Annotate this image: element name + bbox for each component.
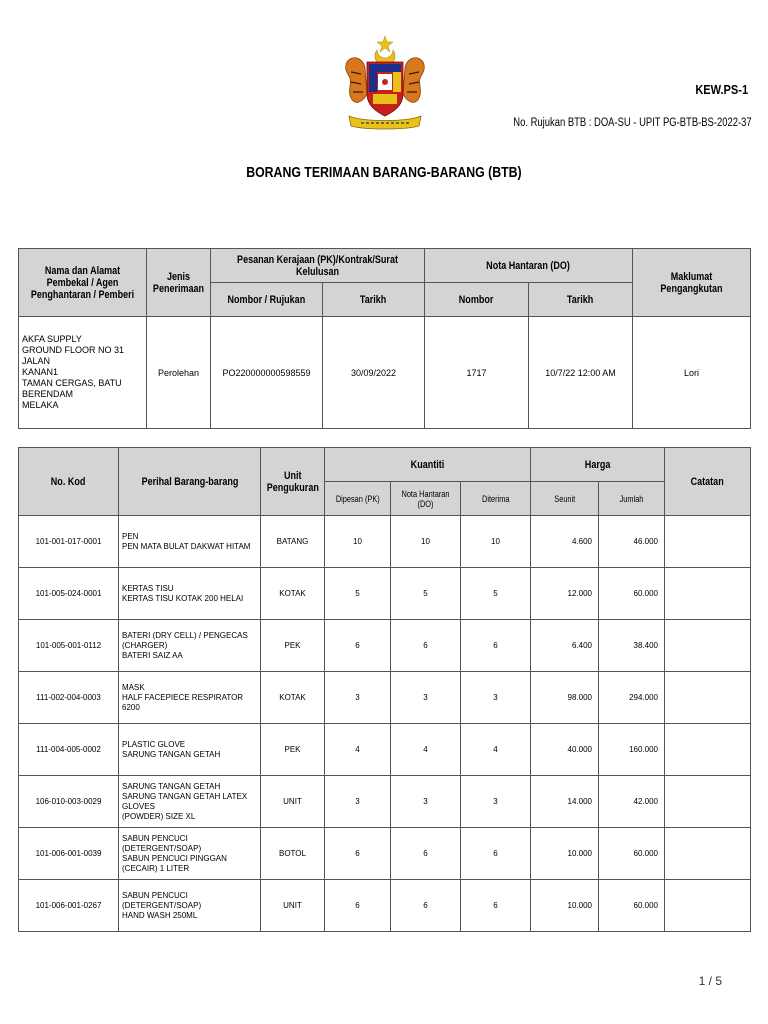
address-line: AKFA SUPPLY xyxy=(22,334,82,344)
item-delivered: 4 xyxy=(391,724,461,776)
table-row xyxy=(19,776,751,828)
desc-line: SARUNG TANGAN GETAH xyxy=(122,749,221,759)
ordered-header: Dipesan (PK) xyxy=(325,482,391,516)
received-header: Diterima xyxy=(461,482,531,516)
item-received: 5 xyxy=(461,568,531,620)
item-ordered: 6 xyxy=(325,620,391,672)
item-delivered: 3 xyxy=(391,672,461,724)
item-ordered: 6 xyxy=(325,828,391,880)
address-line: TAMAN CERGAS, BATU BERENDAM xyxy=(22,378,122,399)
form-code: KEW.PS-1 xyxy=(695,82,748,97)
order-date-header: Tarikh xyxy=(323,283,425,317)
item-ordered: 10 xyxy=(325,516,391,568)
notes-header: Catatan xyxy=(665,448,751,516)
desc-line: MASK xyxy=(122,682,145,692)
receipt-type-header: Jenis Penerimaan xyxy=(147,249,211,317)
item-total: 294.000 xyxy=(599,672,665,724)
item-unit: KOTAK xyxy=(261,672,325,724)
item-ordered: 5 xyxy=(325,568,391,620)
price-header: Harga xyxy=(531,448,665,482)
table-row xyxy=(19,672,751,724)
order-number-header: Nombor / Rujukan xyxy=(211,283,323,317)
item-ordered: 3 xyxy=(325,672,391,724)
items-table xyxy=(18,447,751,932)
table-row xyxy=(19,828,751,880)
do-date: 10/7/22 12:00 AM xyxy=(529,317,633,429)
receipt-type: Perolehan xyxy=(147,317,211,429)
desc-line: SABUN PENCUCI (DETERGENT/SOAP) xyxy=(122,890,202,910)
item-received: 6 xyxy=(461,620,531,672)
desc-line: PLASTIC GLOVE xyxy=(122,739,186,749)
item-total: 46.000 xyxy=(599,516,665,568)
item-total: 60.000 xyxy=(599,568,665,620)
item-total: 42.000 xyxy=(599,776,665,828)
item-description xyxy=(119,516,261,568)
item-unit-price: 10.000 xyxy=(531,828,599,880)
item-delivered: 6 xyxy=(391,880,461,932)
item-notes xyxy=(665,880,751,932)
item-unit: BOTOL xyxy=(261,828,325,880)
item-unit: PEK xyxy=(261,620,325,672)
item-total: 160.000 xyxy=(599,724,665,776)
description-header: Perihal Barang-barang xyxy=(119,448,261,516)
item-ordered: 6 xyxy=(325,880,391,932)
desc-line: PEN MATA BULAT DAKWAT HITAM xyxy=(122,541,251,551)
item-unit-price: 14.000 xyxy=(531,776,599,828)
item-delivered: 3 xyxy=(391,776,461,828)
item-total: 38.400 xyxy=(599,620,665,672)
desc-line: PEN xyxy=(122,531,139,541)
item-notes xyxy=(665,568,751,620)
item-unit: PEK xyxy=(261,724,325,776)
item-description xyxy=(119,776,261,828)
item-description xyxy=(119,880,261,932)
do-date-header: Tarikh xyxy=(529,283,633,317)
desc-line: HAND WASH 250ML xyxy=(122,910,198,920)
table-row xyxy=(19,880,751,932)
delivery-header: Nota Hantaran (DO) xyxy=(425,249,633,283)
order-number: PO220000000598559 xyxy=(211,317,323,429)
coat-of-arms-icon xyxy=(343,36,427,132)
item-notes xyxy=(665,672,751,724)
desc-line: SABUN PENCUCI (DETERGENT/SOAP) xyxy=(122,833,202,853)
unit-price-header: Seunit xyxy=(531,482,599,516)
quantity-header: Kuantiti xyxy=(325,448,531,482)
delivered-header: Nota Hantaran (DO) xyxy=(391,482,461,516)
item-unit-price: 6.400 xyxy=(531,620,599,672)
item-ordered: 4 xyxy=(325,724,391,776)
order-date: 30/09/2022 xyxy=(323,317,425,429)
item-unit: KOTAK xyxy=(261,568,325,620)
item-code: 101-005-024-0001 xyxy=(19,568,119,620)
item-total: 60.000 xyxy=(599,828,665,880)
table-row xyxy=(19,724,751,776)
desc-line: SABUN PENCUCI PINGGAN (CECAIR) 1 LITER xyxy=(122,853,227,873)
item-delivered: 10 xyxy=(391,516,461,568)
item-code: 101-006-001-0039 xyxy=(19,828,119,880)
page-number: 1 / 5 xyxy=(698,974,722,988)
item-unit-price: 40.000 xyxy=(531,724,599,776)
total-header: Jumlah xyxy=(599,482,665,516)
item-received: 3 xyxy=(461,672,531,724)
supplier-table xyxy=(18,248,751,429)
item-ordered: 3 xyxy=(325,776,391,828)
table-row xyxy=(19,620,751,672)
desc-line: KERTAS TISU KOTAK 200 HELAI xyxy=(122,593,244,603)
code-header: No. Kod xyxy=(19,448,119,516)
desc-line: BATERI SAIZ AA xyxy=(122,650,183,660)
item-description xyxy=(119,568,261,620)
item-received: 6 xyxy=(461,828,531,880)
item-delivered: 6 xyxy=(391,828,461,880)
supplier-header: Nama dan Alamat Pembekal / Agen Penghantaran / Pemberi xyxy=(19,249,147,317)
table-row xyxy=(19,516,751,568)
item-total: 60.000 xyxy=(599,880,665,932)
table-row xyxy=(19,568,751,620)
do-number-header: Nombor xyxy=(425,283,529,317)
item-unit-price: 98.000 xyxy=(531,672,599,724)
address-line: KANAN1 xyxy=(22,367,59,377)
item-unit-price: 12.000 xyxy=(531,568,599,620)
desc-line: (POWDER) SIZE XL xyxy=(122,811,196,821)
item-description xyxy=(119,620,261,672)
item-code: 111-004-005-0002 xyxy=(19,724,119,776)
item-code: 106-010-003-0029 xyxy=(19,776,119,828)
order-header: Pesanan Kerajaan (PK)/Kontrak/Surat Kelulusan xyxy=(211,249,425,283)
item-notes xyxy=(665,516,751,568)
desc-line: HALF FACEPIECE RESPIRATOR 6200 xyxy=(122,692,244,712)
item-unit-price: 10.000 xyxy=(531,880,599,932)
item-received: 3 xyxy=(461,776,531,828)
desc-line: KERTAS TISU xyxy=(122,583,174,593)
item-code: 111-002-004-0003 xyxy=(19,672,119,724)
page-title xyxy=(0,164,768,181)
item-delivered: 6 xyxy=(391,620,461,672)
item-received: 6 xyxy=(461,880,531,932)
desc-line: SARUNG TANGAN GETAH LATEX GLOVES xyxy=(122,791,248,811)
supplier-address xyxy=(19,317,147,429)
title-text: BORANG TERIMAAN BARANG-BARANG (BTB) xyxy=(246,164,522,181)
item-notes xyxy=(665,620,751,672)
reference-number: No. Rujukan BTB : DOA-SU - UPIT PG-BTB-BS-2022-37 xyxy=(513,117,752,129)
item-notes xyxy=(665,776,751,828)
desc-line: SARUNG TANGAN GETAH xyxy=(122,781,221,791)
item-unit: UNIT xyxy=(261,776,325,828)
unit-header: Unit Pengukuran xyxy=(261,448,325,516)
item-received: 4 xyxy=(461,724,531,776)
item-description xyxy=(119,724,261,776)
address-line: MELAKA xyxy=(22,400,59,410)
item-code: 101-001-017-0001 xyxy=(19,516,119,568)
address-line: GROUND FLOOR NO 31 JALAN xyxy=(22,345,125,366)
item-received: 10 xyxy=(461,516,531,568)
item-unit: UNIT xyxy=(261,880,325,932)
item-unit-price: 4.600 xyxy=(531,516,599,568)
item-description xyxy=(119,828,261,880)
item-description xyxy=(119,672,261,724)
transport-header: Maklumat Pengangkutan xyxy=(633,249,751,317)
item-notes xyxy=(665,828,751,880)
item-notes xyxy=(665,724,751,776)
desc-line: BATERI (DRY CELL) / PENGECAS (CHARGER) xyxy=(122,630,248,650)
item-delivered: 5 xyxy=(391,568,461,620)
transport-info: Lori xyxy=(633,317,751,429)
item-code: 101-006-001-0267 xyxy=(19,880,119,932)
item-unit: BATANG xyxy=(261,516,325,568)
item-code: 101-005-001-0112 xyxy=(19,620,119,672)
do-number: 1717 xyxy=(425,317,529,429)
